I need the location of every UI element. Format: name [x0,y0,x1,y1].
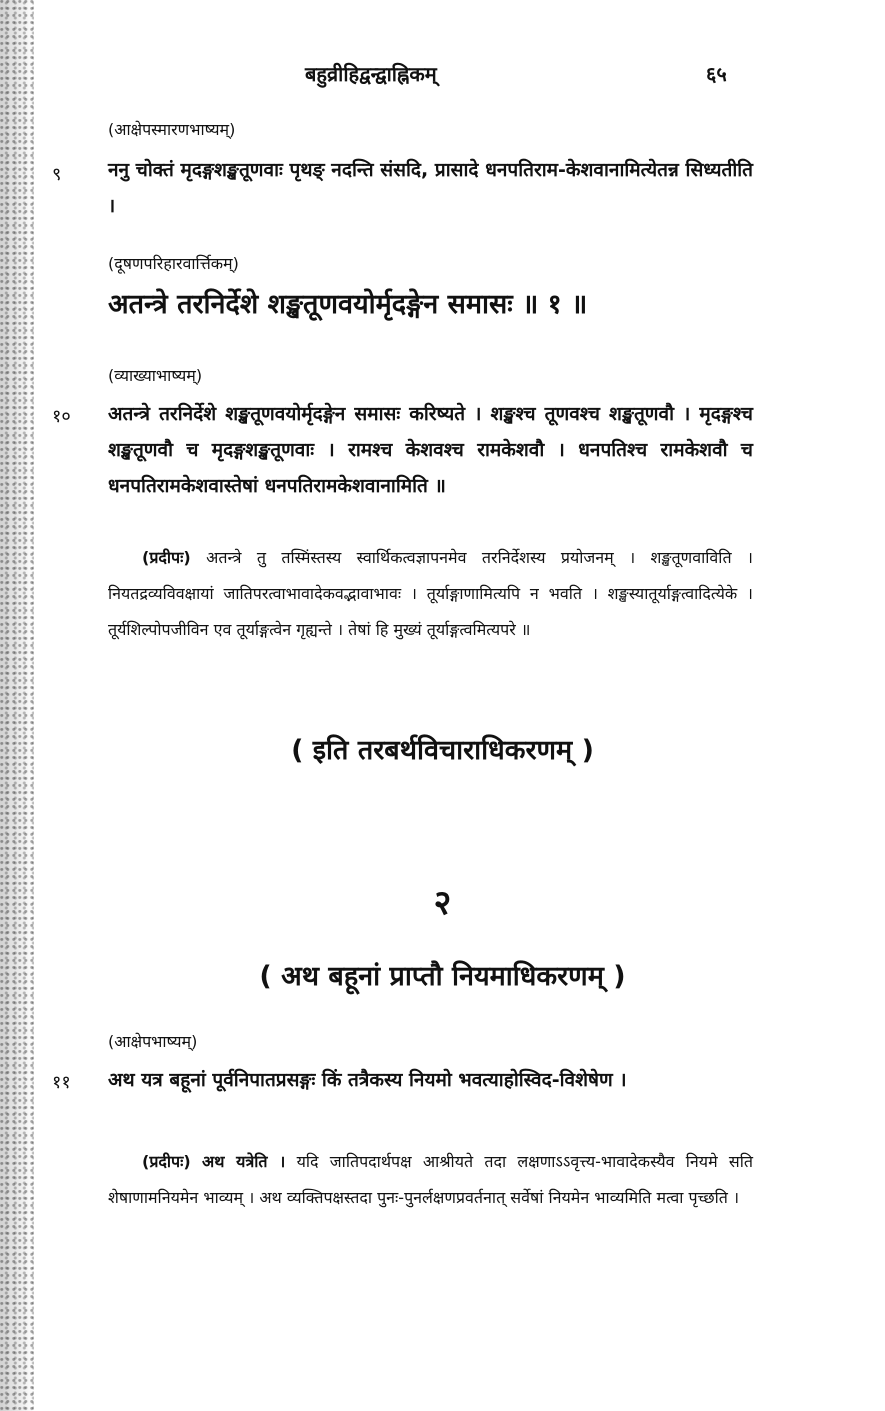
pradipa-lead: अथ यत्रेति । [201,1152,286,1171]
page-number: ६५ [706,62,727,86]
bhashya-paragraph: ननु चोक्तं मृदङ्गशङ्खतूणवाः पृथङ् नदन्ति संसदि, प्रासादे धनपतिराम-केशवानामित्येतन्न सिध्यतीति । [108,159,753,217]
section-label: (दूषणपरिहारवार्त्तिकम्) [108,254,239,273]
bhashya-paragraph: अतन्त्रे तरनिर्देशे शङ्खतूणवयोर्मृदङ्गेन समासः करिष्यते । शङ्खश्च तूणवश्च शङ्खतूणवौ । मृदङ्गश्च शङ्खतूणवौ च मृदङ्गशङ्खतूणवाः । रामश्च केशवश्च रामकेशवौ । धनपतिश्च रामकेशवौ च धनपतिरामकेशवास्तेषां धनपतिरामकेशवानामिति ॥ [108,403,753,497]
section-label: (व्याख्याभाष्यम्) [108,366,203,385]
pradipa-commentary [108,1144,753,1216]
closing-title: ( इति तरबर्थविचाराधिकरणम् ) [291,735,594,766]
new-section-title: ( अथ बहूनां प्राप्तौ नियमाधिकरणम् ) [259,961,626,992]
paragraph-number: ९ [52,164,62,185]
pradipa-text: अतन्त्रे तु तस्मिंस्तस्य स्वार्थिकत्वज्ञापनमेव तरनिर्देशस्य प्रयोजनम् । शङ्खतूणवाविति । नियतद्रव्यविवक्षायां जातिपरत्वाभावादेकवद्भावाभावः । तूर्याङ्गाणामित्यपि न भवति । शङ्खस्यातूर्याङ्गत्वादित्येके । तूर्यशिल्पोपजीविन एव तूर्याङ्गत्वेन गृह्यन्ते । तेषां हि मुख्यं तूर्याङ्गत्वमित्यपरे ॥ [108,548,754,639]
pradipa-label: (प्रदीपः) [142,548,191,567]
bhashya-paragraph: अथ यत्र बहूनां पूर्वनिपातप्रसङ्गः किं तत्रैकस्य नियमो भवत्याहोस्विद-विशेषेण । [108,1069,627,1091]
section-number: २ [433,883,452,923]
page-header [0,60,885,96]
vartika-sutra: अतन्त्रे तरनिर्देशे शङ्खतूणवयोर्मृदङ्गेन समासः ॥ १ ॥ [108,289,588,320]
paragraph-number: ११ [52,1072,71,1093]
pradipa-commentary [108,540,753,648]
running-title: बहुव्रीहिद्वन्द्वाह्निकम् [305,62,437,86]
pradipa-label: (प्रदीपः) [142,1152,191,1171]
pradipa-text: यदि जातिपदार्थपक्ष आश्रीयते तदा लक्षणाऽऽवृत्त्य-भावादेकस्यैव नियमे सति शेषाणामनियमेन भाव्यम् । अथ व्यक्तिपक्षस्तदा पुनः-पुनर्लक्षणप्रवर्तनात् सर्वेषां नियमेन भाव्यमिति मत्वा पृच्छति । [108,1152,753,1207]
section-label: (आक्षेपभाष्यम्) [108,1032,198,1051]
scan-edge-noise [0,0,34,1411]
section-label: (आक्षेपस्मारणभाष्यम्) [108,120,236,139]
paragraph-number: १० [52,406,71,427]
